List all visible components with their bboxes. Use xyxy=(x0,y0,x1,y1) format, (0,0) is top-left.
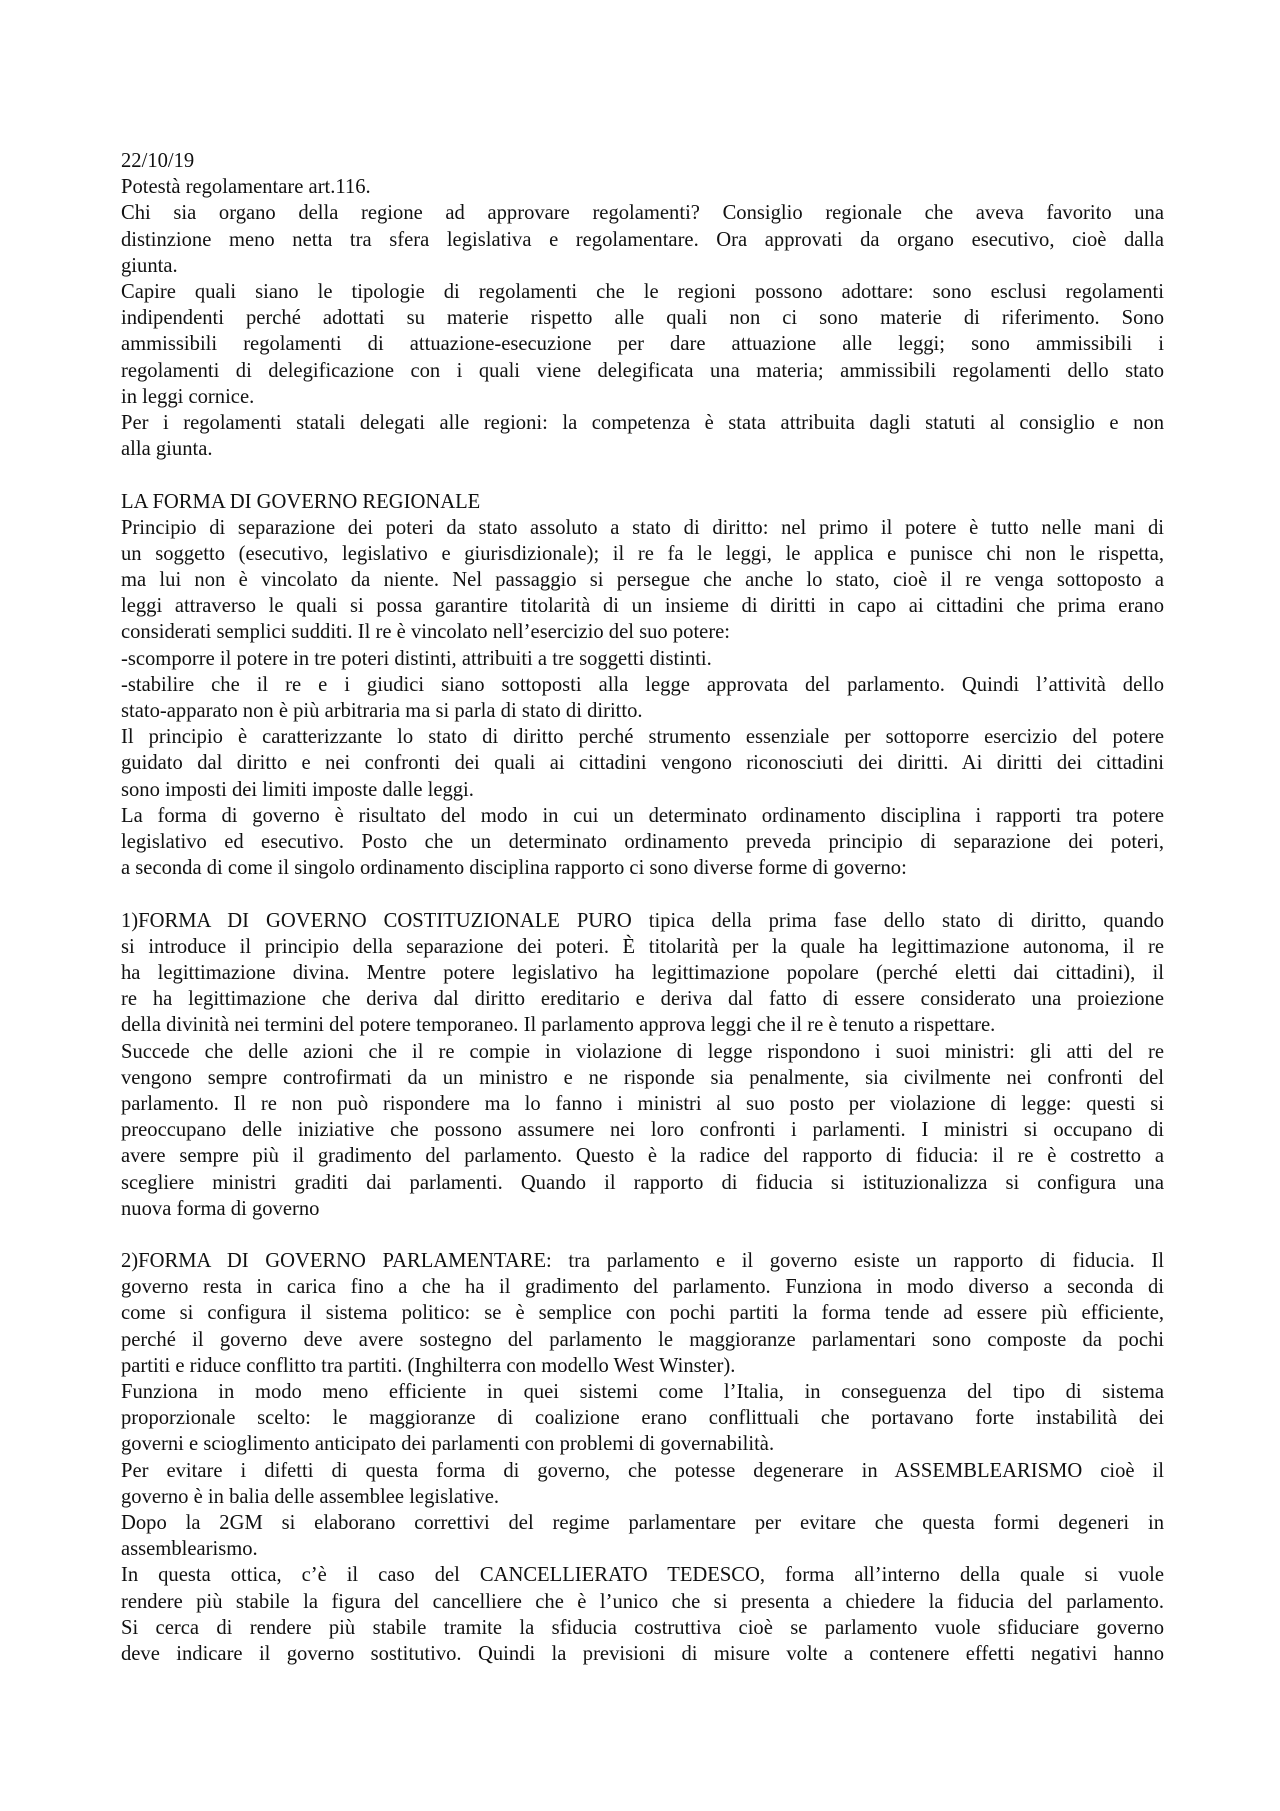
blank-line xyxy=(121,881,1164,907)
text-line: proporzionale scelto: le maggioranze di coalizione erano conflittuali che portavano forte instabilità dei xyxy=(121,1407,1164,1430)
text-line: della divinità nei termini del potere temporaneo. Il parlamento approva leggi che il re è tenuto a rispettare. xyxy=(121,1014,996,1037)
text-line: deve indicare il governo sostitutivo. Quindi la previsioni di misure volte a contenere effetti negativi hanno xyxy=(121,1642,1164,1665)
text-line: indipendenti perché adottati su materie rispetto alle quali non ci sono materie di riferimento. Sono xyxy=(121,307,1164,330)
text-line: in leggi cornice. xyxy=(121,385,255,408)
text-line: vengono sempre controfirmati da un ministro e ne risponde sia penalmente, sia civilmente nei confronti del xyxy=(121,1066,1164,1089)
text-line: alla giunta. xyxy=(121,438,213,461)
text-line: a seconda di come il singolo ordinamento disciplina rapporto ci sono diverse forme di governo: xyxy=(121,857,907,880)
text-line: giunta. xyxy=(121,254,178,277)
text-line: scegliere ministri graditi dai parlamenti. Quando il rapporto di fiducia si istituzionalizza si configura una xyxy=(121,1171,1164,1194)
document-page xyxy=(121,148,1164,1667)
text-line: ha legittimazione divina. Mentre potere legislativo ha legittimazione popolare (perché eletti dai cittadini), il xyxy=(121,961,1164,984)
text-line: legislativo ed esecutivo. Posto che un determinato ordinamento preveda principio di separazione dei poteri, xyxy=(121,831,1164,854)
text-line: re ha legittimazione che deriva dal diritto ereditario e deriva dal fatto di essere considerato una proiezione xyxy=(121,988,1164,1011)
text-line: governi e scioglimento anticipato dei parlamenti con problemi di governabilità. xyxy=(121,1433,775,1456)
text-line: Per i regolamenti statali delegati alle regioni: la competenza è stata attribuita dagli statuti al consiglio e non xyxy=(121,411,1164,434)
text-line: 22/10/19 xyxy=(121,150,195,172)
text-line: avere sempre più il gradimento del parlamento. Questo è la radice del rapporto di fiducia: il re è costretto a xyxy=(121,1145,1164,1168)
text-line: rendere più stabile la figura del cancelliere che è l’unico che si presenta a chiedere la fiducia del parlamento. xyxy=(121,1590,1164,1613)
text-line: guidato dal diritto e nei confronti dei quali ai cittadini vengono riconosciuti dei diritti. Ai diritti dei cittadini xyxy=(121,752,1164,775)
text-line: stato-apparato non è più arbitraria ma si parla di stato di diritto. xyxy=(121,700,643,723)
text-line: preoccupano delle iniziative che possono assumere nei loro confronti i parlamenti. I ministri si occupano di xyxy=(121,1119,1164,1142)
text-line: -stabilire che il re e i giudici siano sottoposti alla legge approvata del parlamento. Quindi l’attività dello xyxy=(121,673,1164,696)
text-line: Chi sia organo della regione ad approvare regolamenti? Consiglio regionale che aveva favorito una xyxy=(121,202,1164,225)
text-line: Succede che delle azioni che il re compie in violazione di legge rispondono i suoi ministri: gli atti del re xyxy=(121,1040,1164,1063)
text-line: governo è in balia delle assemblee legislative. xyxy=(121,1485,499,1508)
text-line: ma lui non è vincolato da niente. Nel passaggio si persegue che anche lo stato, cioè il re venga sottoposto a xyxy=(121,569,1164,592)
text-line: leggi attraverso le quali si possa garantire titolarità di un insieme di diritti in capo ai cittadini che prima erano xyxy=(121,595,1164,618)
text-line: Funziona in modo meno efficiente in quei sistemi come l’Italia, in conseguenza del tipo di sistema xyxy=(121,1381,1164,1404)
text-line: Dopo la 2GM si elaborano correttivi del regime parlamentare per evitare che questa formi degeneri in xyxy=(121,1512,1164,1534)
text-line: LA FORMA DI GOVERNO REGIONALE xyxy=(121,490,481,513)
text-line: sono imposti dei limiti imposte dalle leggi. xyxy=(121,778,474,801)
blank-line xyxy=(121,1222,1164,1248)
text-line: In questa ottica, c’è il caso del CANCELLIERATO TEDESCO, forma all’interno della quale si vuole xyxy=(121,1564,1164,1587)
text-line: -scomporre il potere in tre poteri distinti, attribuiti a tre soggetti distinti. xyxy=(121,647,712,670)
text-line: parlamento. Il re non può rispondere ma lo fanno i ministri al suo posto per violazione di legge: questi si xyxy=(121,1092,1164,1115)
text-line: perché il governo deve avere sostegno del parlamento le maggioranze parlamentari sono composte da pochi xyxy=(121,1328,1164,1351)
text-line: ammissibili regolamenti di attuazione-esecuzione per dare attuazione alle leggi; sono ammissibili i xyxy=(121,333,1164,356)
text-line: 2)FORMA DI GOVERNO PARLAMENTARE: tra parlamento e il governo esiste un rapporto di fiducia. Il xyxy=(121,1250,1164,1273)
text-line: La forma di governo è risultato del modo in cui un determinato ordinamento disciplina i rapporti tra potere xyxy=(121,804,1164,827)
text-line: Il principio è caratterizzante lo stato di diritto perché strumento essenziale per sottoporre esercizio del potere xyxy=(121,726,1164,749)
text-line: Per evitare i difetti di questa forma di governo, che potesse degenerare in ASSEMBLEARISMO cioè il xyxy=(121,1459,1164,1482)
text-line: distinzione meno netta tra sfera legislativa e regolamentare. Ora approvati da organo esecutivo, cioè dalla xyxy=(121,228,1164,251)
text-line: nuova forma di governo xyxy=(121,1197,320,1220)
text-line: partiti e riduce conflitto tra partiti. (Inghilterra con modello West Winster). xyxy=(121,1354,736,1377)
text-line: Principio di separazione dei poteri da stato assoluto a stato di diritto: nel primo il potere è tutto nelle mani di xyxy=(121,516,1164,539)
text-line: un soggetto (esecutivo, legislativo e giurisdizionale); il re fa le leggi, le applica e punisce chi non le rispetta, xyxy=(121,542,1164,565)
text-line: Si cerca di rendere più stabile tramite la sfiducia costruttiva cioè se parlamento vuole sfiduciare governo xyxy=(121,1616,1164,1639)
text-line: governo resta in carica fino a che ha il gradimento del parlamento. Funziona in modo diverso a seconda di xyxy=(121,1276,1164,1299)
text-line: Potestà regolamentare art.116. xyxy=(121,176,371,199)
text-line: si introduce il principio della separazione dei poteri. È titolarità per la quale ha legittimazione autonoma, il re xyxy=(121,935,1164,958)
text-line: regolamenti di delegificazione con i quali viene delegificata una materia; ammissibili regolamenti dello stato xyxy=(121,359,1164,382)
text-line: assemblearismo. xyxy=(121,1538,258,1561)
text-line: Capire quali siano le tipologie di regolamenti che le regioni possono adottare: sono esclusi regolamenti xyxy=(121,280,1164,303)
text-line: come si configura il sistema politico: se è semplice con pochi partiti la forma tende ad essere più efficiente, xyxy=(121,1302,1164,1325)
text-line: 1)FORMA DI GOVERNO COSTITUZIONALE PURO tipica della prima fase dello stato di diritto, quando xyxy=(121,909,1164,932)
text-line: considerati semplici sudditi. Il re è vincolato nell’esercizio del suo potere: xyxy=(121,621,731,644)
blank-line xyxy=(121,462,1164,488)
